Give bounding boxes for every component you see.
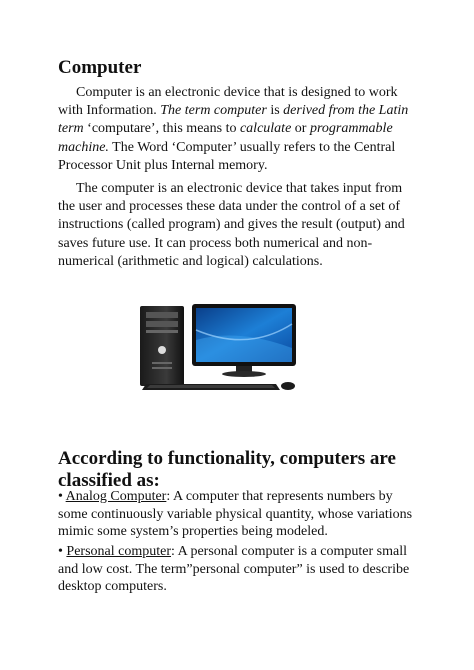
para1-italic-3: calculate (239, 121, 292, 137)
para1-italic-2: derived from the Latin term (58, 103, 409, 137)
para1-text-1: Computer is an electronic device that is designed to work with Information. (58, 85, 398, 119)
para2-text: The computer is an electronic device that takes input from the user and processes these data under the control of a set of instructions (called program) and gives the result (output) and saves future use. It can process both numerical and non-numerical (arithmetic and logical) calculations. (58, 181, 405, 269)
tower-case (140, 306, 184, 386)
definition-text: : A computer that represents numbers by some continuously variable physical quantity, whose variations mimic some system’s properties being modeled. (58, 489, 413, 540)
para1-text-5: The Word ‘Computer’ usually refers to the Central Processor Unit plus Internal memory. (58, 139, 396, 173)
term-personal-computer: Personal computer (66, 544, 171, 559)
bullet: • (58, 489, 63, 504)
keyboard (142, 384, 280, 390)
intro-paragraph (58, 84, 420, 175)
page-title: Computer (58, 57, 142, 78)
para1-text-3: ‘computare’, this means to (83, 121, 240, 137)
definition-text: : A personal computer is a computer small and low cost. The term”personal computer” is used to describe desktop computers. (58, 544, 410, 595)
section-heading: According to functionality, computers are classified as: (58, 448, 396, 491)
para1-italic-4: programmable machine. (58, 121, 393, 155)
list-item-personal (58, 543, 418, 596)
description-paragraph (58, 180, 420, 271)
para1-text-4: or (291, 121, 310, 137)
para1-text-2: is (266, 103, 284, 119)
desktop-computer-image (138, 300, 298, 392)
term-analog-computer: Analog Computer (65, 489, 167, 504)
monitor (192, 304, 296, 377)
mouse (281, 382, 295, 390)
list-item-analog (58, 488, 418, 541)
para1-italic-1: The term computer (160, 103, 267, 119)
bullet: • (58, 544, 63, 559)
